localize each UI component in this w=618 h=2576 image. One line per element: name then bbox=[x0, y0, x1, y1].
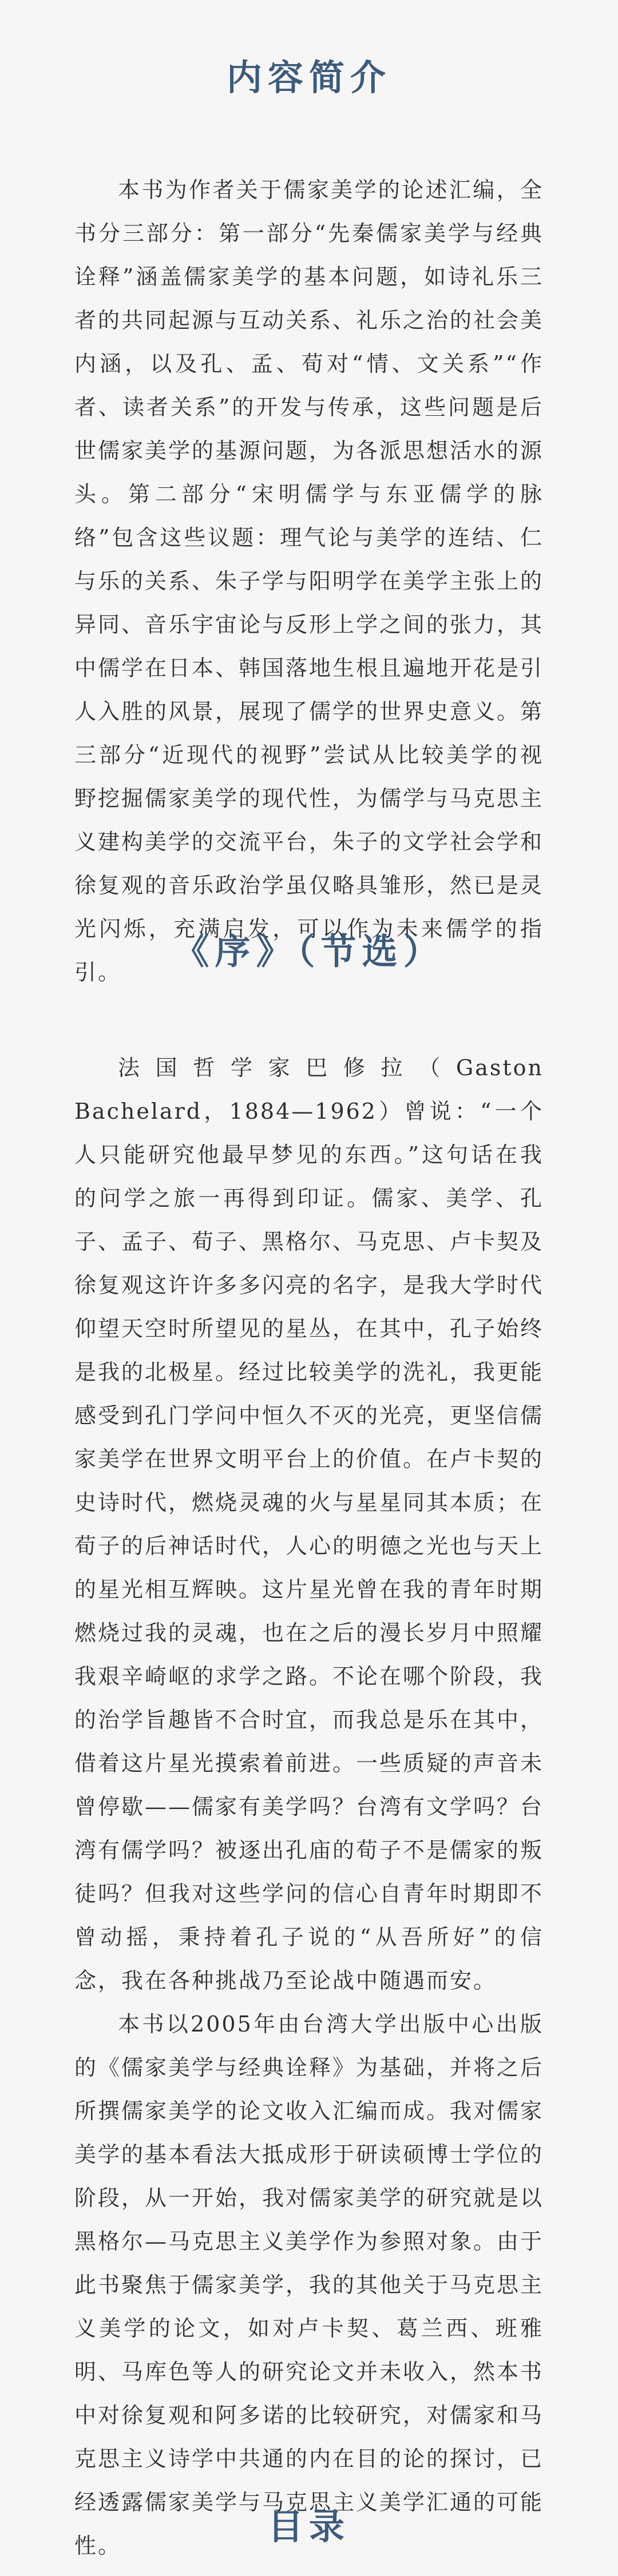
contents-heading: 目录 bbox=[267, 2506, 350, 2547]
summary-heading: 内容简介 bbox=[226, 57, 391, 98]
summary-paragraph: 本书为作者关于儒家美学的论述汇编，全书分三部分：第一部分“先秦儒家美学与经典诠释”涵盖儒家美学的基本问题，如诗礼乐三者的共同起源与互动关系、礼乐之治的社会美内涵，以及孔、孟、荀对“情、文关系”“作者、读者关系”的开发与传承，这些问题是后世儒家美学的基源问题，为各派思想活水的源头。第二部分“宋明儒学与东亚儒学的脉络”包含这些议题：理气论与美学的连结、仁与乐的关系、朱子学与阳明学在美学主张上的异同、音乐宇宙论与反形上学之间的张力，其中儒学在日本、韩国落地生根且遍地开花是引人入胜的风景，展现了儒学的世界史意义。第三部分“近现代的视野”尝试从比较美学的视野挖掘儒家美学的现代性，为儒学与马克思主义建构美学的交流平台，朱子的文学社会学和徐复观的音乐政治学虽仅略具雏形，然已是灵光闪烁，充满启发，可以作为未来儒学的指引。 bbox=[74, 177, 544, 985]
summary-body bbox=[74, 168, 544, 994]
preface-body bbox=[74, 1046, 544, 2567]
preface-paragraph-2: 本书以2005年由台湾大学出版中心出版的《儒家美学与经典诠释》为基础，并将之后所撰儒家美学的论文收入汇编而成。我对儒家美学的基本看法大抵成形于研读硕博士学位的阶段，从一开始，我对儒家美学的研究就是以黑格尔—马克思主义美学作为参照对象。由于此书聚焦于儒家美学，我的其他关于马克思主义美学的论文，如对卢卡契、葛兰西、班雅明、马库色等人的研究论文并未收入，然本书中对徐复观和阿多诺的比较研究，对儒家和马克思主义诗学中共通的内在目的论的探讨，已经透露儒家美学与马克思主义美学汇通的可能性。 bbox=[74, 2011, 544, 2558]
preface-paragraph-1: 法国哲学家巴修拉（Gaston Bachelard，1884—1962）曾说：“一个人只能研究他最早梦见的东西。”这句话在我的问学之旅一再得到印证。儒家、美学、孔子、孟子、荀子、黑格尔、马克思、卢卡契及徐复观这许许多多闪亮的名字，是我大学时代仰望天空时所望见的星丛，在其中，孔子始终是我的北极星。经过比较美学的洗礼，我更能感受到孔门学问中恒久不灭的光亮，更坚信儒家美学在世界文明平台上的价值。在卢卡契的史诗时代，燃烧灵魂的火与星星同其本质；在荀子的后神话时代，人心的明德之光也与天上的星光相互辉映。这片星光曾在我的青年时期燃烧过我的灵魂，也在之后的漫长岁月中照耀我艰辛崎岖的求学之路。不论在哪个阶段，我的治学旨趣皆不合时宜，而我总是乐在其中，借着这片星光摸索着前进。一些质疑的声音未曾停歇——儒家有美学吗？台湾有文学吗？台湾有儒学吗？被逐出孔庙的荀子不是儒家的叛徒吗？但我对这些学问的信心自青年时期即不曾动摇，秉持着孔子说的“从吾所好”的信念，我在各种挑战乃至论战中随遇而安。 bbox=[74, 1055, 544, 1993]
preface-heading: 《序》（节选） bbox=[173, 931, 445, 972]
